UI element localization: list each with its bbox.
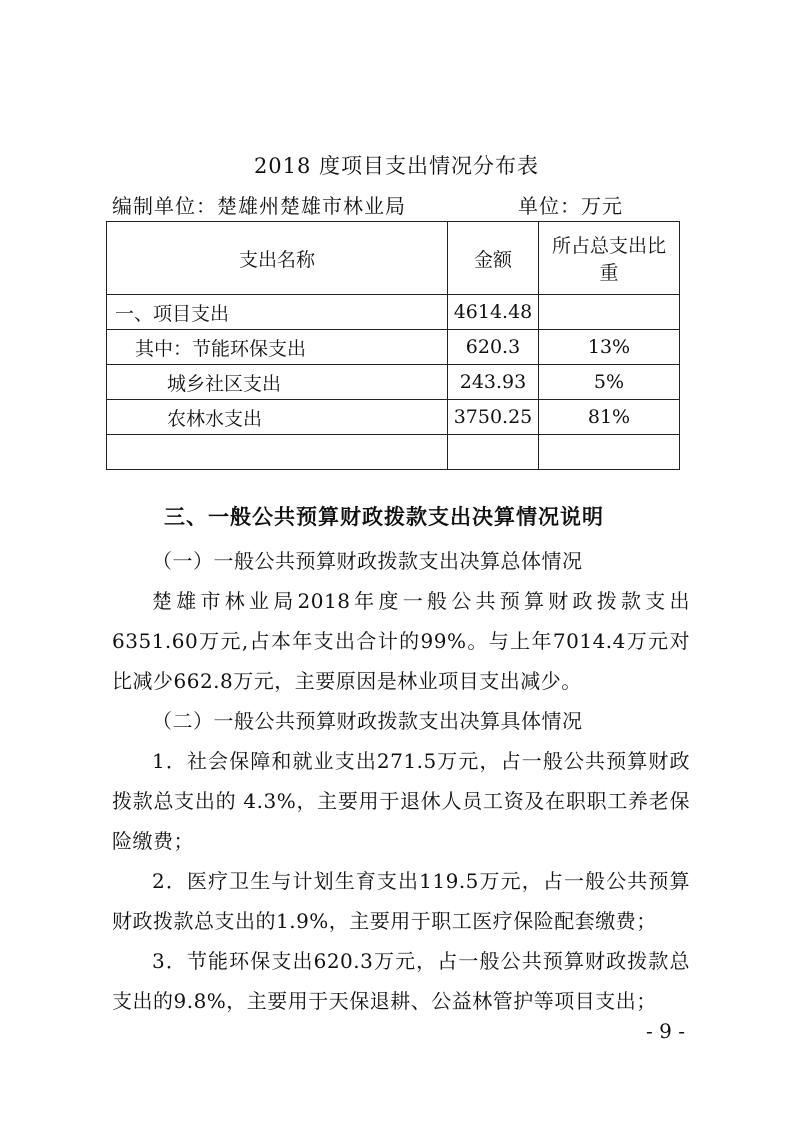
page-number: - 9 - — [646, 1019, 685, 1043]
row-amount: 243.93 — [448, 365, 539, 400]
row-amount: 3750.25 — [448, 400, 539, 435]
unit-label: 单位：万元 — [518, 194, 623, 218]
list-item: 3．节能环保支出620.3万元，占一般公共预算财政拨款总支出的9.8%，主要用于天保退耕、公益林管护等项目支出； — [112, 949, 690, 1013]
table-row — [107, 330, 680, 365]
table-row — [107, 400, 680, 435]
list-item: 2．医疗卫生与计划生育支出119.5万元，占一般公共预算财政拨款总支出的1.9%，主要用于职工医疗保险配套缴费； — [112, 869, 690, 933]
expense-table — [106, 221, 680, 470]
row-amount — [448, 435, 539, 470]
row-name: 农林水支出 — [107, 400, 448, 435]
section-body — [112, 541, 690, 1021]
section-heading: 三、一般公共预算财政拨款支出决算情况说明 — [164, 505, 604, 529]
header-name: 支出名称 — [107, 222, 448, 295]
row-name — [107, 435, 448, 470]
row-name: 一、项目支出 — [107, 295, 448, 330]
row-amount: 4614.48 — [448, 295, 539, 330]
table-title: 2018 度项目支出情况分布表 — [253, 154, 540, 178]
org-label: 编制单位：楚雄州楚雄市林业局 — [112, 194, 406, 218]
list-item: 1．社会保障和就业支出271.5万元，占一般公共预算财政拨款总支出的 4.3%，主要用于退休人员工资及在职职工养老保险缴费； — [112, 749, 690, 853]
paragraph-overall: 楚雄市林业局2018年度一般公共预算财政拨款支出6351.60万元,占本年支出合计的99%。与上年7014.4万元对比减少662.8万元，主要原因是林业项目支出减少。 — [112, 589, 690, 693]
table-row — [107, 435, 680, 470]
header-amount: 金额 — [448, 222, 539, 295]
header-ratio: 所占总支出比重 — [539, 222, 680, 295]
row-ratio: 5% — [539, 365, 680, 400]
table-header-row — [107, 222, 680, 295]
row-ratio — [539, 435, 680, 470]
row-amount: 620.3 — [448, 330, 539, 365]
table-row — [107, 295, 680, 330]
row-name: 其中：节能环保支出 — [107, 330, 448, 365]
table-row — [107, 365, 680, 400]
row-name: 城乡社区支出 — [107, 365, 448, 400]
row-ratio — [539, 295, 680, 330]
sub-heading-2: （二）一般公共预算财政拨款支出决算具体情况 — [152, 709, 583, 733]
row-ratio: 13% — [539, 330, 680, 365]
sub-heading-1: （一）一般公共预算财政拨款支出决算总体情况 — [152, 549, 583, 573]
row-ratio: 81% — [539, 400, 680, 435]
